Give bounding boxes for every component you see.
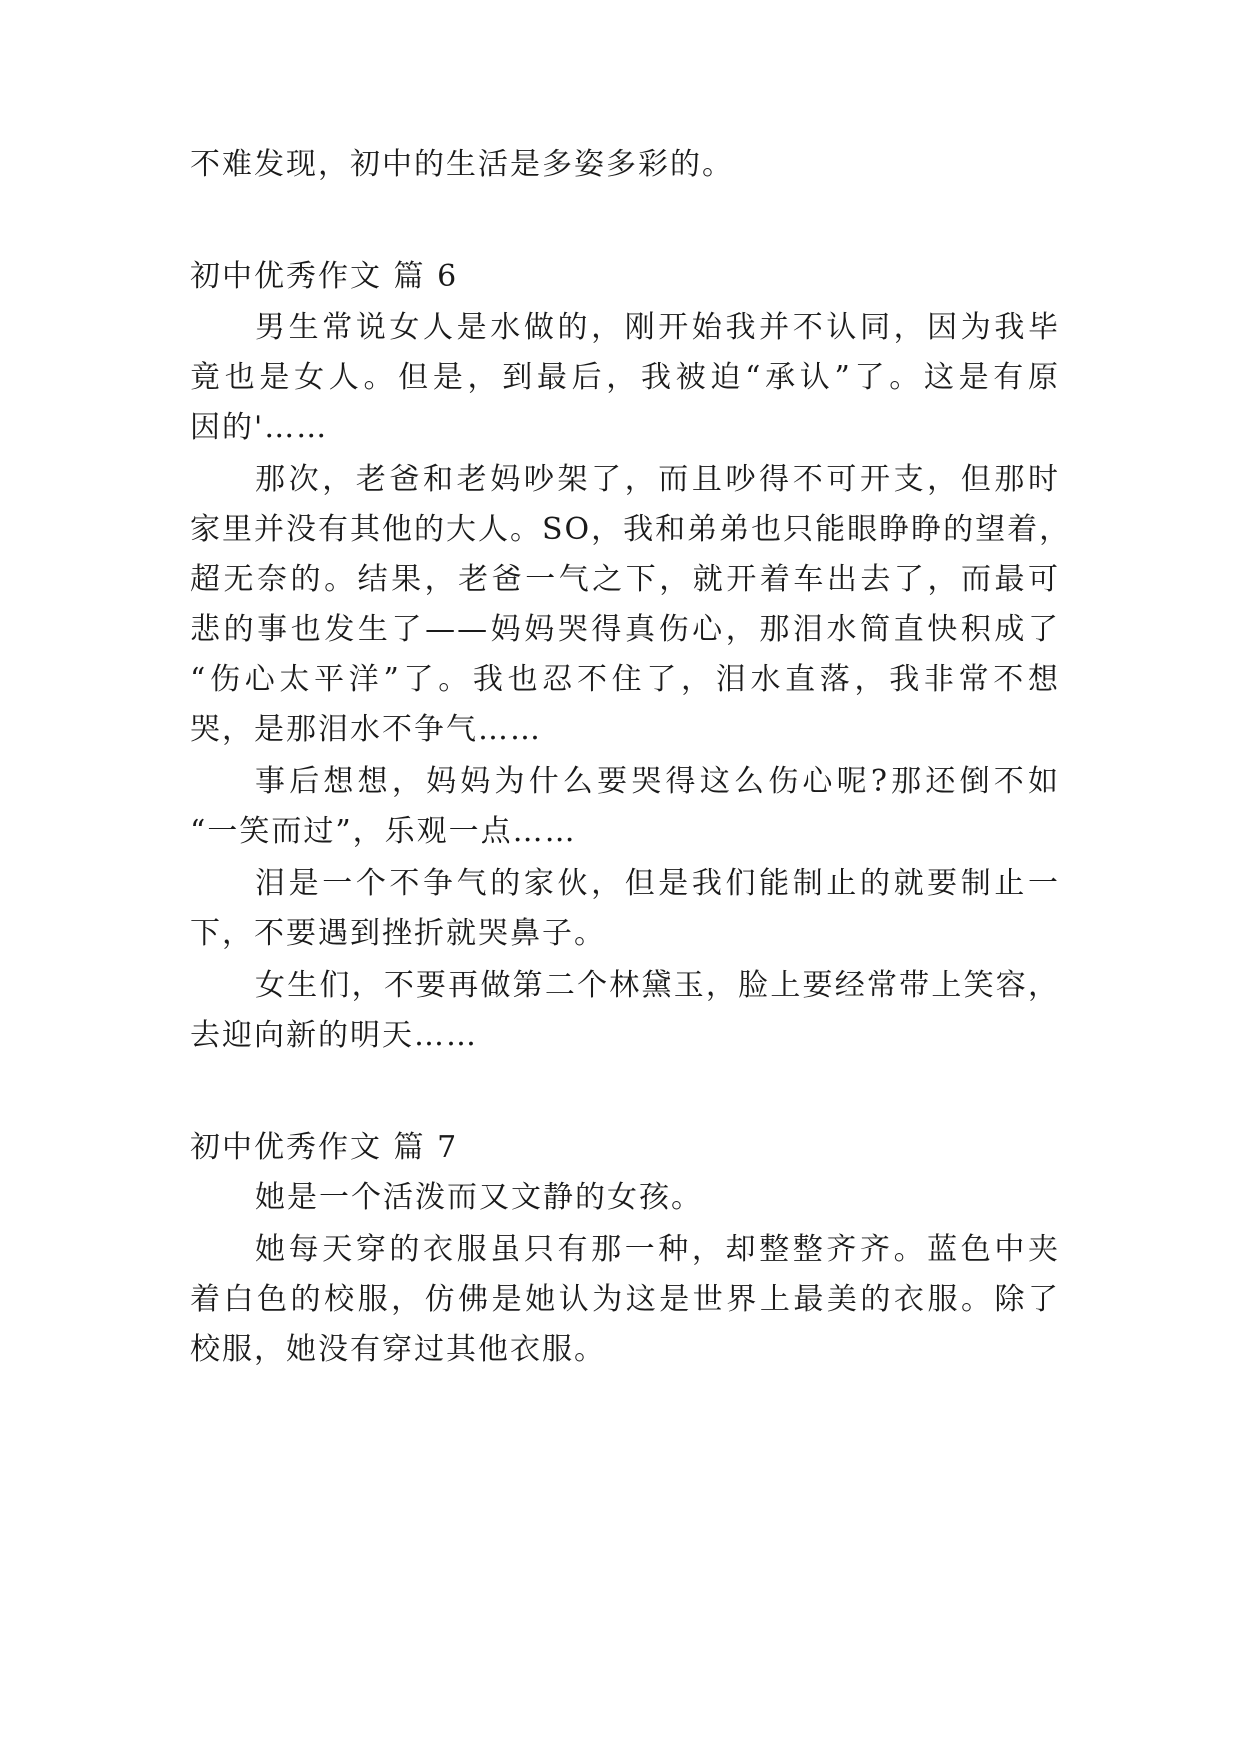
section-6-paragraph-1-line-2: 竟也是女人。但是，到最后，我被迫“承认”了。这是有原: [190, 360, 1060, 395]
section-7-paragraph-2-line-3: 校服，她没有穿过其他衣服。: [190, 1332, 606, 1367]
section-6-paragraph-5-line-1: 女生们，不要再做第二个林黛玉，脸上要经常带上笑容，: [255, 968, 1060, 1003]
section-6-paragraph-2-line-6: 哭，是那泪水不争气……: [190, 712, 542, 747]
section-6-paragraph-2-line-2: 家里并没有其他的大人。SO，我和弟弟也只能眼睁睁的望着，: [190, 512, 1072, 547]
section-6-paragraph-2-line-3: 超无奈的。结果，老爸一气之下，就开着车出去了，而最可: [190, 562, 1060, 597]
section-6-paragraph-2-line-1: 那次，老爸和老妈吵架了，而且吵得不可开支，但那时: [255, 462, 1060, 497]
section-6-paragraph-3-line-1: 事后想想，妈妈为什么要哭得这么伤心呢?那还倒不如: [255, 764, 1060, 799]
section-7-paragraph-2-line-1: 她每天穿的衣服虽只有那一种，却整整齐齐。蓝色中夹: [255, 1232, 1060, 1267]
intro-line: 不难发现，初中的生活是多姿多彩的。: [190, 147, 734, 182]
section-6-paragraph-1-line-1: 男生常说女人是水做的，刚开始我并不认同，因为我毕: [255, 310, 1060, 345]
section-6-paragraph-5-line-2: 去迎向新的明天……: [190, 1018, 478, 1053]
section-6-paragraph-4-line-2: 下，不要遇到挫折就哭鼻子。: [190, 916, 606, 951]
section-6-paragraph-2-line-4: 悲的事也发生了——妈妈哭得真伤心，那泪水简直快积成了: [190, 612, 1060, 647]
section-7-heading: 初中优秀作文 篇 7: [190, 1130, 459, 1165]
section-6-paragraph-4-line-1: 泪是一个不争气的家伙，但是我们能制止的就要制止一: [255, 866, 1060, 901]
section-6-paragraph-1-line-3: 因的'……: [190, 410, 329, 445]
section-6-paragraph-3-line-2: “一笑而过”，乐观一点……: [190, 814, 577, 849]
section-6-paragraph-2-line-5: “伤心太平洋”了。我也忍不住了，泪水直落，我非常不想: [190, 662, 1060, 697]
section-7-paragraph-1-line-1: 她是一个活泼而又文静的女孩。: [255, 1180, 703, 1215]
section-6-heading: 初中优秀作文 篇 6: [190, 259, 459, 294]
section-7-paragraph-2-line-2: 着白色的校服，仿佛是她认为这是世界上最美的衣服。除了: [190, 1282, 1060, 1317]
